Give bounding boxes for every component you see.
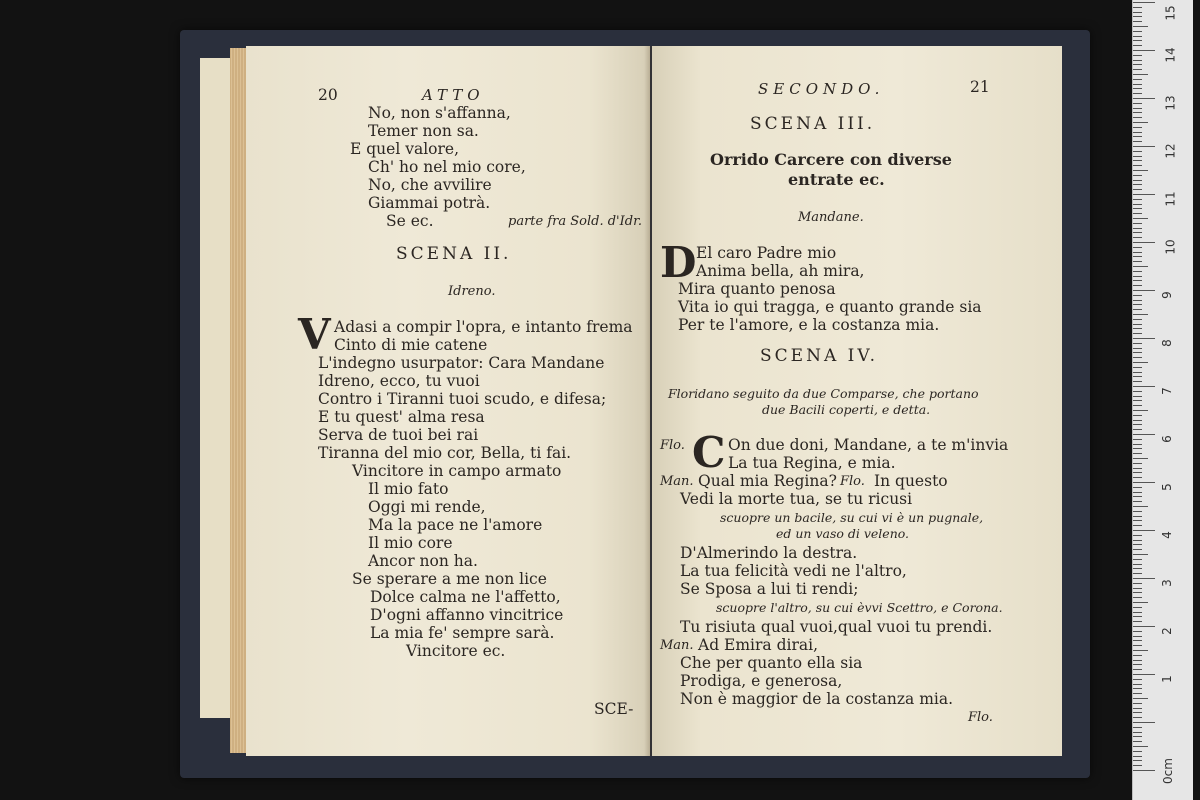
- stage-direction: due Bacili coperti, e detta.: [762, 402, 931, 417]
- ruler-tick: [1133, 693, 1142, 694]
- ruler-tick: [1133, 319, 1142, 320]
- verse-line: Ch' ho nel mio core,: [368, 158, 526, 176]
- ruler-tick: [1133, 69, 1142, 70]
- ruler-tick: [1133, 765, 1142, 766]
- recit-line: Mira quanto penosa: [678, 280, 836, 298]
- setting-line: entrate ec.: [788, 170, 885, 189]
- ruler-tick: [1133, 112, 1142, 113]
- verse-line: No, che avvilire: [368, 176, 492, 194]
- ruler-tick: [1133, 232, 1142, 233]
- ruler-tick: [1133, 516, 1142, 517]
- ruler-tick: [1133, 237, 1142, 238]
- verse-line: E quel valore,: [350, 140, 459, 158]
- running-head: SECONDO.: [758, 80, 885, 98]
- ruler-tick: [1133, 357, 1142, 358]
- ruler-tick: [1133, 386, 1155, 387]
- ruler-tick: [1133, 477, 1142, 478]
- ruler-number: 15: [1163, 5, 1178, 21]
- dialogue-line: Tu risiuta qual vuoi,qual vuoi tu prendi.: [680, 618, 993, 636]
- recit-line: Serva de tuoi bei rai: [318, 426, 479, 444]
- ruler-number: 10: [1163, 239, 1178, 255]
- aria-line: Il mio fato: [368, 480, 449, 498]
- speaker-label: Man.: [660, 638, 694, 653]
- ruler-tick: [1133, 242, 1155, 243]
- ruler-tick: [1133, 448, 1142, 449]
- right-page: [652, 46, 1062, 756]
- aria-line: Ma la pace ne l'amore: [368, 516, 543, 534]
- recit-line: E tu quest' alma resa: [318, 408, 485, 426]
- stage-direction: Floridano seguito da due Comparse, che portano: [668, 386, 979, 401]
- verse-line: No, non s'affanna,: [368, 104, 511, 122]
- ruler-tick: [1133, 141, 1142, 142]
- speaker-label: Flo.: [660, 438, 685, 453]
- ruler-tick: [1133, 333, 1142, 334]
- ruler-tick: [1133, 588, 1142, 589]
- dialogue-line: Che per quanto ella sia: [680, 654, 863, 672]
- ruler-tick: [1133, 616, 1142, 617]
- ruler-tick: [1133, 391, 1142, 392]
- ruler-tick: [1133, 717, 1142, 718]
- speaker-label: Man.: [660, 474, 694, 489]
- ruler-tick: [1133, 55, 1142, 56]
- ruler-tick: [1133, 583, 1142, 584]
- ruler-tick: [1133, 348, 1142, 349]
- aria-line: D'ogni affanno vincitrice: [370, 606, 564, 624]
- ruler-tick: [1133, 573, 1142, 574]
- ruler-tick: [1133, 424, 1142, 425]
- stage-direction: scuopre un bacile, su cui vi è un pugnale,: [720, 510, 984, 525]
- aria-line: Oggi mi rende,: [368, 498, 486, 516]
- page-number: 21: [970, 78, 990, 96]
- ruler-tick: [1133, 568, 1142, 569]
- ruler-tick: [1133, 175, 1142, 176]
- recit-line: L'indegno usurpator: Cara Mandane: [318, 354, 605, 372]
- ruler-tick: [1133, 607, 1142, 608]
- ruler-tick: [1133, 194, 1155, 195]
- ruler-tick: [1133, 429, 1142, 430]
- scene-heading: SCENA III.: [750, 114, 876, 134]
- ruler-tick: [1133, 756, 1142, 757]
- dialogue-line: Prodiga, e generosa,: [680, 672, 843, 690]
- ruler-tick: [1133, 367, 1142, 368]
- recit-line: Cinto di mie catene: [334, 336, 488, 354]
- ruler-number: 2: [1159, 627, 1174, 635]
- ruler-tick: [1133, 640, 1142, 641]
- drop-cap: C: [692, 428, 726, 477]
- dialogue-line: Se Sposa a lui ti rendi;: [680, 580, 859, 598]
- ruler-tick: [1133, 98, 1155, 99]
- ruler-tick: [1133, 602, 1148, 603]
- ruler-tick: [1133, 309, 1142, 310]
- ruler-tick: [1133, 434, 1155, 435]
- ruler-tick: [1133, 679, 1142, 680]
- ruler-tick: [1133, 199, 1142, 200]
- ruler-tick: [1133, 559, 1142, 560]
- ruler-tick: [1133, 26, 1148, 27]
- ruler-tick: [1133, 228, 1142, 229]
- dialogue-line: Qual mia Regina?: [698, 472, 837, 490]
- ruler-tick: [1133, 698, 1148, 699]
- verse-line: Temer non sa.: [368, 122, 479, 140]
- ruler-tick: [1133, 50, 1155, 51]
- speaker-name: Mandane.: [798, 210, 864, 225]
- setting-line: Orrido Carcere con diverse: [710, 150, 952, 169]
- ruler-tick: [1133, 530, 1155, 531]
- catchword: Flo.: [968, 710, 993, 725]
- ruler-tick: [1133, 127, 1142, 128]
- ruler-tick: [1133, 376, 1142, 377]
- ruler-tick: [1133, 520, 1142, 521]
- dialogue-line: In questo: [874, 472, 948, 490]
- ruler-number: 7: [1159, 387, 1174, 395]
- ruler-tick: [1133, 684, 1142, 685]
- ruler-tick: [1133, 751, 1142, 752]
- ruler-tick: [1133, 506, 1148, 507]
- ruler-tick: [1133, 103, 1142, 104]
- recit-line: Adasi a compir l'opra, e intanto frema: [334, 318, 633, 336]
- ruler-tick: [1133, 468, 1142, 469]
- ruler-tick: [1133, 256, 1142, 257]
- ruler-tick: [1133, 213, 1142, 214]
- ruler-tick: [1133, 16, 1142, 17]
- ruler-tick: [1133, 362, 1148, 363]
- ruler-tick: [1133, 136, 1142, 137]
- ruler-tick: [1133, 79, 1142, 80]
- recit-line: Per te l'amore, e la costanza mia.: [678, 316, 940, 334]
- ruler-tick: [1133, 271, 1142, 272]
- ruler-tick: [1133, 204, 1142, 205]
- ruler-tick: [1133, 290, 1155, 291]
- ruler-tick: [1133, 511, 1142, 512]
- ruler-tick: [1133, 156, 1142, 157]
- ruler-tick: [1133, 266, 1148, 267]
- ruler-tick: [1133, 746, 1148, 747]
- dialogue-line: La tua felicità vedi ne l'altro,: [680, 562, 907, 580]
- ruler-tick: [1133, 304, 1142, 305]
- ruler-tick: [1133, 626, 1155, 627]
- ruler-number: 6: [1159, 435, 1174, 443]
- recit-line: Tiranna del mio cor, Bella, ti fai.: [318, 444, 572, 462]
- ruler-tick: [1133, 280, 1142, 281]
- stage-direction: scuopre l'altro, su cui èvvi Scettro, e Corona.: [716, 600, 1003, 615]
- recit-line: Vita io qui tragga, e quanto grande sia: [678, 298, 982, 316]
- ruler-tick: [1133, 636, 1142, 637]
- measuring-ruler: [1132, 0, 1193, 800]
- ruler-tick: [1133, 631, 1142, 632]
- ruler-tick: [1133, 463, 1142, 464]
- ruler-tick: [1133, 760, 1142, 761]
- recit-line: Idreno, ecco, tu vuoi: [318, 372, 480, 390]
- drop-cap: V: [298, 310, 331, 359]
- ruler-tick: [1133, 444, 1142, 445]
- speaker-label: Flo.: [840, 474, 865, 489]
- recit-line: El caro Padre mio: [696, 244, 837, 262]
- ruler-tick: [1133, 597, 1142, 598]
- ruler-tick: [1133, 180, 1142, 181]
- ruler-tick: [1133, 132, 1142, 133]
- ruler-tick: [1133, 64, 1142, 65]
- ruler-tick: [1133, 108, 1142, 109]
- aria-line: Il mio core: [368, 534, 453, 552]
- ruler-unit-label: 0cm: [1160, 758, 1175, 784]
- ruler-tick: [1133, 400, 1142, 401]
- aria-line: Vincitore in campo armato: [352, 462, 562, 480]
- ruler-tick: [1133, 727, 1142, 728]
- ruler-number: 9: [1159, 291, 1174, 299]
- page-number: 20: [318, 86, 338, 104]
- ruler-tick: [1133, 352, 1142, 353]
- ruler-tick: [1133, 415, 1142, 416]
- aria-line: Se sperare a me non lice: [352, 570, 547, 588]
- ruler-tick: [1133, 170, 1148, 171]
- ruler-tick: [1133, 165, 1142, 166]
- recit-line: Contro i Tiranni tuoi scudo, e difesa;: [318, 390, 607, 408]
- ruler-tick: [1133, 328, 1142, 329]
- ruler-tick: [1133, 21, 1142, 22]
- ruler-tick: [1133, 664, 1142, 665]
- ruler-tick: [1133, 621, 1142, 622]
- ruler-tick: [1133, 88, 1142, 89]
- ruler-tick: [1133, 645, 1142, 646]
- ruler-tick: [1133, 40, 1142, 41]
- ruler-tick: [1133, 472, 1142, 473]
- ruler-tick: [1133, 184, 1142, 185]
- ruler-number: 11: [1163, 191, 1178, 207]
- ruler-tick: [1133, 612, 1142, 613]
- ruler-tick: [1133, 453, 1142, 454]
- dialogue-line: Ad Emira dirai,: [698, 636, 819, 654]
- ruler-tick: [1133, 146, 1155, 147]
- ruler-tick: [1133, 122, 1148, 123]
- ruler-tick: [1133, 74, 1148, 75]
- ruler-tick: [1133, 564, 1142, 565]
- ruler-tick: [1133, 549, 1142, 550]
- ruler-tick: [1133, 674, 1155, 675]
- ruler-tick: [1133, 151, 1142, 152]
- ruler-tick: [1133, 343, 1142, 344]
- ruler-tick: [1133, 372, 1142, 373]
- ruler-tick: [1133, 736, 1142, 737]
- ruler-number: 13: [1163, 95, 1178, 111]
- ruler-tick: [1133, 2, 1155, 3]
- scene-heading: SCENA IV.: [760, 346, 879, 366]
- ruler-tick: [1133, 189, 1142, 190]
- dialogue-line: Vedi la morte tua, se tu ricusi: [680, 490, 913, 508]
- ruler-tick: [1133, 688, 1142, 689]
- ruler-tick: [1133, 732, 1142, 733]
- ruler-tick: [1133, 60, 1142, 61]
- ruler-tick: [1133, 660, 1142, 661]
- ruler-tick: [1133, 31, 1142, 32]
- ruler-tick: [1133, 554, 1148, 555]
- catchword: SCE-: [594, 700, 634, 718]
- recit-line: Anima bella, ah mira,: [696, 262, 865, 280]
- ruler-tick: [1133, 252, 1142, 253]
- ruler-tick: [1133, 208, 1142, 209]
- ruler-number: 5: [1159, 483, 1174, 491]
- ruler-tick: [1133, 218, 1148, 219]
- aria-line: Vincitore ec.: [406, 642, 506, 660]
- ruler-tick: [1133, 544, 1142, 545]
- ruler-tick: [1133, 482, 1155, 483]
- ruler-tick: [1133, 712, 1142, 713]
- ruler-tick: [1133, 420, 1142, 421]
- ruler-tick: [1133, 492, 1142, 493]
- ruler-tick: [1133, 381, 1142, 382]
- dialogue-line: On due doni, Mandane, a te m'invia: [728, 436, 1009, 454]
- ruler-tick: [1133, 535, 1142, 536]
- ruler-tick: [1133, 405, 1142, 406]
- ruler-tick: [1133, 703, 1142, 704]
- ruler-tick: [1133, 650, 1148, 651]
- running-head: ATTO: [422, 86, 485, 104]
- ruler-tick: [1133, 741, 1142, 742]
- verse-line: Giammai potrà.: [368, 194, 491, 212]
- ruler-tick: [1133, 247, 1142, 248]
- stage-direction: parte fra Sold. d'Idr.: [508, 214, 642, 229]
- ruler-tick: [1133, 708, 1142, 709]
- ruler-tick: [1133, 300, 1142, 301]
- ruler-tick: [1133, 84, 1142, 85]
- ruler-tick: [1133, 487, 1142, 488]
- ruler-tick: [1133, 501, 1142, 502]
- ruler-tick: [1133, 496, 1142, 497]
- ruler-tick: [1133, 410, 1148, 411]
- ruler-tick: [1133, 458, 1148, 459]
- ruler-tick: [1133, 314, 1148, 315]
- ruler-tick: [1133, 396, 1142, 397]
- speaker-name: Idreno.: [448, 284, 496, 299]
- ruler-tick: [1133, 12, 1142, 13]
- ruler-tick: [1133, 655, 1142, 656]
- aria-line: La mia fe' sempre sarà.: [370, 624, 555, 642]
- ruler-tick: [1133, 324, 1142, 325]
- ruler-tick: [1133, 276, 1142, 277]
- ruler-tick: [1133, 722, 1155, 723]
- ruler-number: 12: [1163, 143, 1178, 159]
- ruler-tick: [1133, 117, 1142, 118]
- ruler-tick: [1133, 592, 1142, 593]
- scene-heading: SCENA II.: [396, 244, 512, 264]
- aria-line: Ancor non ha.: [368, 552, 478, 570]
- ruler-number: 1: [1159, 675, 1174, 683]
- ruler-number: 14: [1163, 47, 1178, 63]
- ruler-tick: [1133, 45, 1142, 46]
- ruler-tick: [1133, 770, 1155, 771]
- ruler-tick: [1133, 338, 1155, 339]
- aria-line: Dolce calma ne l'affetto,: [370, 588, 561, 606]
- ruler-tick: [1133, 669, 1142, 670]
- ruler-tick: [1133, 285, 1142, 286]
- ruler-tick: [1133, 7, 1142, 8]
- ruler-tick: [1133, 439, 1142, 440]
- stage-direction: ed un vaso di veleno.: [776, 526, 910, 541]
- ruler-tick: [1133, 295, 1142, 296]
- ruler-tick: [1133, 223, 1142, 224]
- ruler-number: 8: [1159, 339, 1174, 347]
- ruler-tick: [1133, 160, 1142, 161]
- ruler-tick: [1133, 261, 1142, 262]
- ruler-tick: [1133, 36, 1142, 37]
- dialogue-line: Non è maggior de la costanza mia.: [680, 690, 954, 708]
- dialogue-line: D'Almerindo la destra.: [680, 544, 858, 562]
- ruler-number: 3: [1159, 579, 1174, 587]
- se-ec: Se ec.: [386, 212, 434, 230]
- left-page: [246, 46, 650, 756]
- ruler-tick: [1133, 93, 1142, 94]
- ruler-tick: [1133, 578, 1155, 579]
- drop-cap: D: [660, 238, 697, 287]
- ruler-tick: [1133, 525, 1142, 526]
- dialogue-line: La tua Regina, e mia.: [728, 454, 896, 472]
- ruler-tick: [1133, 540, 1142, 541]
- ruler-number: 4: [1159, 531, 1174, 539]
